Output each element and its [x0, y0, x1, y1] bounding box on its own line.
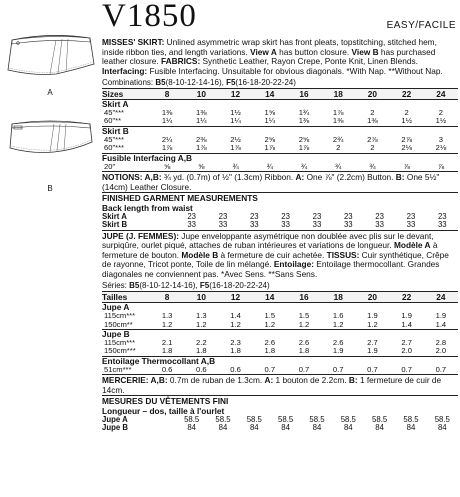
combo-f5-sizes: (16-18-20-22-24) — [235, 78, 296, 88]
row-label: 45"*** — [104, 108, 125, 118]
table-cell: 1.9 — [435, 311, 447, 321]
desc-view-a: View A — [250, 46, 277, 57]
table-cell: 0.7 — [332, 365, 344, 375]
table-cell: 1.5 — [264, 311, 276, 321]
table-cell: 2.8 — [435, 338, 447, 348]
table-cell: 1½ — [401, 116, 412, 126]
sketch-b-label: B — [47, 184, 53, 193]
table-row — [102, 221, 458, 229]
desc-title: MISSES' SKIRT: — [102, 37, 165, 47]
table-cell: 2⅛ — [401, 143, 412, 153]
table-cell: 1.3 — [196, 311, 207, 321]
table-cell: 2 — [370, 143, 375, 153]
english-finished-table — [102, 213, 458, 230]
table-cell: 1⅞ — [264, 143, 276, 153]
fr-finished-measurements-sub: Longueur – dos, taille à l'ourlet — [102, 406, 225, 417]
table-cell: 2⅞ — [401, 135, 412, 145]
row-label: 115cm*** — [104, 311, 136, 321]
table-cell: 1⅜ — [298, 116, 310, 126]
size-header: 10 — [184, 291, 218, 302]
size-header: 20 — [355, 88, 389, 99]
table-cell: 2.1 — [161, 338, 173, 348]
fr-notions-title: MERCERIE: A,B: — [102, 375, 168, 386]
table-row — [102, 144, 458, 153]
table-cell: 0.6 — [196, 365, 207, 375]
table-cell: 84 — [312, 423, 322, 433]
table-cell: 58.5 — [403, 415, 419, 425]
table-cell: 33 — [406, 220, 416, 230]
table-row — [102, 117, 458, 126]
table-cell: 1.8 — [161, 346, 173, 356]
table-cell: 1.2 — [230, 319, 241, 329]
french-description — [102, 230, 458, 280]
table-cell: 1¼ — [264, 116, 276, 126]
table-cell: ⅝ — [198, 161, 205, 171]
table-cell: 1.3 — [161, 311, 173, 321]
table-cell: 1.9 — [401, 311, 412, 321]
fr-desc-text: Jupe enveloppante asymétrique non doublée avec plis sur le devant, surpiqûre, ourlet piqué, attaches de ruban intérieures et variations de longueur. — [102, 230, 434, 251]
table-cell: 23 — [406, 211, 416, 221]
french-notions — [102, 374, 458, 395]
table-cell: 1⅜ — [196, 108, 207, 118]
table-cell: 0.7 — [367, 365, 378, 375]
table-row — [102, 163, 458, 171]
table-cell: 58.5 — [215, 415, 231, 425]
table-cell: 1.2 — [332, 319, 344, 329]
table-cell: 1.2 — [367, 319, 378, 329]
fr-notions-b-text: 1 fermeture de cuir de 14cm. — [102, 375, 442, 395]
fr-desc-modele-b-text: à fermeture de cuir achetée. — [218, 249, 327, 260]
table-cell: 1⅞ — [298, 143, 310, 153]
table-cell: 58.5 — [372, 415, 388, 425]
table-cell: 84 — [437, 423, 447, 433]
size-header: 12 — [218, 88, 252, 99]
group-title: Jupe B — [102, 329, 458, 339]
table-row — [102, 416, 458, 424]
desc-interfacing: Interfacing: — [102, 65, 148, 76]
table-cell: 2 — [438, 108, 443, 118]
desc-view-b: View B — [351, 46, 379, 57]
table-cell: 23 — [375, 211, 384, 221]
desc-view-b-text: has purchased leather closure. — [102, 46, 436, 67]
table-cell: ¾ — [335, 161, 342, 171]
table-cell: 84 — [218, 423, 228, 433]
combo-b5: B5 — [155, 78, 166, 88]
table-cell: 1.5 — [298, 311, 310, 321]
fr-notions-text: 0.7m de ruban de 1.3cm. — [167, 375, 265, 386]
table-cell: 1.2 — [298, 319, 310, 329]
table-cell: ¾ — [232, 161, 239, 171]
table-cell: 1⅜ — [332, 116, 344, 126]
french-metrage-table — [102, 291, 458, 374]
row-label: 60"** — [104, 116, 122, 126]
table-cell: 1⅞ — [332, 108, 344, 118]
table-cell: 1.2 — [196, 319, 207, 329]
table-cell: 1.9 — [332, 346, 344, 356]
pattern-number: V1850 — [102, 0, 197, 34]
english-notions — [102, 171, 458, 192]
table-cell: ⅞ — [437, 161, 445, 171]
row-label: 51cm*** — [104, 365, 132, 375]
fr-desc-modele-a-text: à fermeture de bouton. — [102, 240, 438, 260]
table-cell: 2.2 — [196, 338, 207, 348]
row-label: Skirt A — [102, 211, 127, 221]
pattern-envelope-back — [102, 0, 458, 497]
row-label: 45"*** — [104, 135, 125, 145]
desc-fabrics: FABRICS: — [161, 56, 201, 67]
sizes-header-row — [102, 88, 458, 99]
table-cell: 23 — [312, 211, 322, 221]
table-cell: 58.5 — [246, 415, 262, 425]
fr-desc-title: JUPE (J. FEMMES): — [102, 230, 179, 241]
size-header: 8 — [150, 88, 184, 99]
table-cell: 1¾ — [298, 108, 310, 118]
desc-text: Unlined asymmetric wrap skirt has front pleats, topstitching, stitched hem, inside ribbon ties, and length variations. — [102, 37, 437, 57]
fr-desc-modele-a: Modèle A — [393, 240, 431, 251]
table-cell: 2¾ — [332, 135, 344, 145]
row-label: 150cm*** — [104, 346, 136, 356]
combo-prefix: Combinations: — [102, 78, 156, 88]
table-cell: 33 — [249, 220, 259, 230]
table-row — [102, 213, 458, 221]
table-cell: 1.4 — [401, 319, 412, 329]
row-label: Jupe A — [102, 415, 128, 425]
fr-desc-modele-b: Modèle B — [181, 249, 219, 260]
size-header: 16 — [287, 291, 321, 302]
table-cell: 2⅞ — [367, 135, 378, 145]
notions-a: A: — [295, 172, 305, 183]
table-cell: 2⅝ — [264, 135, 276, 145]
table-cell: 33 — [437, 220, 447, 230]
table-cell: 2⅝ — [298, 135, 310, 145]
fr-desc-tissus-text: Cuir synthétique, Crêpe de rayonne, Tricot ponte, Toile de lin mélangé. — [102, 249, 449, 270]
table-cell: 2.3 — [230, 338, 241, 348]
table-cell: 1¼ — [230, 116, 241, 126]
table-cell: 1.8 — [196, 346, 207, 356]
table-row — [102, 424, 458, 432]
size-header: 22 — [390, 291, 424, 302]
table-cell: 23 — [187, 211, 196, 221]
desc-fabrics-text: Synthetic Leather, Rayon Crepe, Ponte Knit, Linen Blends. — [200, 56, 418, 67]
table-cell: 1.8 — [298, 346, 310, 356]
table-cell: 33 — [187, 220, 196, 230]
table-cell: 0.6 — [161, 365, 173, 375]
size-header: 22 — [390, 88, 424, 99]
fr-notions-a-text: 1 bouton de 2.2cm. — [273, 375, 349, 386]
combo-b5-sizes: (8-10-12-14-16), — [165, 78, 227, 88]
table-cell: 33 — [218, 220, 228, 230]
english-description — [102, 38, 458, 76]
table-cell: 2 — [404, 108, 409, 118]
row-label: 115cm*** — [104, 338, 136, 348]
table-cell: 1⅜ — [161, 108, 173, 118]
combo-f5: F5 — [226, 78, 236, 88]
table-cell: 84 — [406, 423, 416, 433]
size-header: 24 — [424, 291, 458, 302]
fr-combo-prefix: Séries: — [102, 281, 130, 291]
table-row — [102, 347, 458, 356]
group-title: Fusible Interfacing A,B — [102, 153, 458, 163]
table-cell: 58.5 — [434, 415, 450, 425]
table-cell: 0.7 — [435, 365, 447, 375]
fr-finished-measurements-title: MESURES DU VÊTEMENTS FINI — [102, 396, 229, 407]
table-cell: 1.9 — [367, 311, 378, 321]
skirt-a-sketch — [4, 30, 96, 82]
fr-combo-f5-sizes: (16-18-20-22-24) — [209, 281, 270, 291]
table-cell: ⅞ — [403, 161, 410, 171]
skirt-b-sketch — [4, 118, 96, 164]
table-cell: 2.0 — [435, 346, 447, 356]
fr-desc-tissus: TISSUS: — [326, 249, 360, 260]
finished-measurements-title: FINISHED GARMENT MEASUREMENTS — [102, 192, 258, 203]
table-cell: 1.8 — [230, 346, 241, 356]
table-cell: 0.7 — [401, 365, 412, 375]
french-combinations — [102, 281, 458, 291]
table-cell: 0.7 — [298, 365, 310, 375]
table-cell: 1.6 — [332, 311, 344, 321]
sketch-a-label: A — [47, 88, 53, 97]
group-title: Entoilage Thermocollant A,B — [102, 356, 458, 366]
table-cell: 1¼ — [161, 116, 173, 126]
size-header: 14 — [253, 88, 287, 99]
table-cell: 2⅛ — [435, 143, 447, 153]
desc-interfacing-text: Fusible Interfacing. Unsuitable for obvious diagonals. *With Nap. **Without Nap. — [147, 65, 443, 76]
difficulty-label: EASY/FACILE — [386, 20, 456, 31]
table-cell: 1.9 — [367, 346, 378, 356]
table-cell: 58.5 — [340, 415, 356, 425]
table-cell: 2.7 — [367, 338, 378, 348]
table-cell: 84 — [343, 423, 353, 433]
table-cell: 2.6 — [298, 338, 310, 348]
table-cell: 2.7 — [401, 338, 412, 348]
table-cell: 84 — [249, 423, 259, 433]
table-cell: 2⅜ — [196, 135, 207, 145]
table-cell: 3 — [438, 135, 443, 145]
header — [102, 0, 458, 38]
table-cell: 33 — [375, 220, 384, 230]
table-cell: 2½ — [230, 135, 241, 145]
english-yardage-table — [102, 88, 458, 171]
table-cell: 1½ — [435, 116, 447, 126]
group-title: Skirt B — [102, 126, 458, 136]
size-header: 8 — [150, 291, 184, 302]
row-label: Skirt B — [102, 220, 128, 230]
table-cell: 58.5 — [278, 415, 294, 425]
table-cell: 1⅞ — [230, 143, 241, 153]
table-cell: 84 — [187, 423, 196, 433]
table-cell: 23 — [249, 211, 259, 221]
table-cell: 23 — [343, 211, 353, 221]
table-cell: 84 — [281, 423, 290, 433]
size-header: 10 — [184, 88, 218, 99]
table-cell: 2.6 — [264, 338, 276, 348]
table-cell: ¾ — [300, 161, 308, 171]
notions-b: B: — [395, 172, 405, 183]
table-cell: 1⅝ — [264, 108, 276, 118]
size-header: 24 — [424, 88, 458, 99]
size-header: 12 — [218, 291, 252, 302]
row-label: 20" — [104, 161, 116, 171]
table-cell: 2 — [370, 108, 375, 118]
table-cell: 0.7 — [264, 365, 276, 375]
notions-text: ¾ yd. (0.7m) of ½" (1.3cm) Ribbon. — [161, 172, 296, 183]
fr-desc-entoilage: Entoilage: — [273, 259, 314, 270]
fr-combo-b5-sizes: (8-10-12-14-16), — [139, 281, 200, 291]
group-title: Jupe A — [102, 301, 130, 312]
table-cell: 2 — [336, 143, 341, 153]
size-header: 18 — [321, 291, 355, 302]
table-cell: 2.6 — [332, 338, 344, 348]
table-cell: 33 — [343, 220, 353, 230]
size-header: 20 — [355, 291, 389, 302]
size-header: 14 — [253, 291, 287, 302]
finished-measurements-sub: Back length from waist — [102, 202, 193, 213]
notions-b-text: One 5½" (14cm) Leather Closure. — [102, 172, 440, 192]
desc-view-a-text: has button closure. — [276, 46, 352, 57]
table-cell: ¾ — [369, 161, 376, 171]
table-cell: 33 — [281, 220, 290, 230]
notions-title: NOTIONS: A,B: — [102, 172, 162, 183]
table-cell: 1¼ — [196, 116, 207, 126]
notions-a-text: One ⅞" (2.2cm) Button. — [304, 172, 396, 183]
table-cell: 2¼ — [161, 135, 173, 145]
fr-notions-b: B: — [348, 375, 358, 386]
fr-notions-a: A: — [264, 375, 274, 386]
table-cell: ¾ — [266, 161, 273, 171]
group-title: Skirt A — [102, 98, 129, 109]
table-cell: 84 — [375, 423, 384, 433]
size-header: 18 — [321, 88, 355, 99]
row-label: 60"*** — [104, 143, 125, 153]
fr-combo-f5: F5 — [199, 281, 210, 291]
english-combinations — [102, 78, 458, 88]
table-cell: 1⅜ — [367, 116, 378, 126]
sizes-label: Sizes — [102, 88, 150, 99]
table-cell: ⅝ — [163, 161, 171, 171]
table-cell: 33 — [312, 220, 322, 230]
sizes-header-row — [102, 291, 458, 302]
row-label: 150cm** — [104, 319, 133, 329]
table-cell: 1.4 — [435, 319, 447, 329]
table-cell: 1.2 — [161, 319, 173, 329]
table-cell: 1½ — [230, 108, 241, 118]
table-cell: 23 — [281, 211, 290, 221]
fr-desc-entoilage-text: Entoilage thermocollant. Grandes diagonales ne conviennent pas. *Avec Sens. **Sans Sens. — [102, 259, 440, 279]
table-cell: 1⅞ — [161, 143, 173, 153]
table-cell: 0.6 — [230, 365, 241, 375]
table-cell: 1⅞ — [196, 143, 207, 153]
table-cell: 58.5 — [309, 415, 325, 425]
french-finished-table — [102, 416, 458, 433]
table-row — [102, 366, 458, 374]
table-cell: 23 — [437, 211, 447, 221]
garment-sketches — [0, 0, 100, 497]
table-cell: 1.2 — [264, 319, 276, 329]
sizes-label: Tailles — [102, 291, 150, 302]
table-cell: 2.0 — [401, 346, 412, 356]
table-row — [102, 321, 458, 330]
row-label: Jupe B — [102, 423, 128, 433]
table-cell: 23 — [218, 211, 228, 221]
fr-combo-b5: B5 — [129, 281, 140, 291]
table-cell: 58.5 — [184, 415, 200, 425]
table-cell: 1.8 — [264, 346, 276, 356]
table-cell: 1.4 — [230, 311, 241, 321]
size-header: 16 — [287, 88, 321, 99]
